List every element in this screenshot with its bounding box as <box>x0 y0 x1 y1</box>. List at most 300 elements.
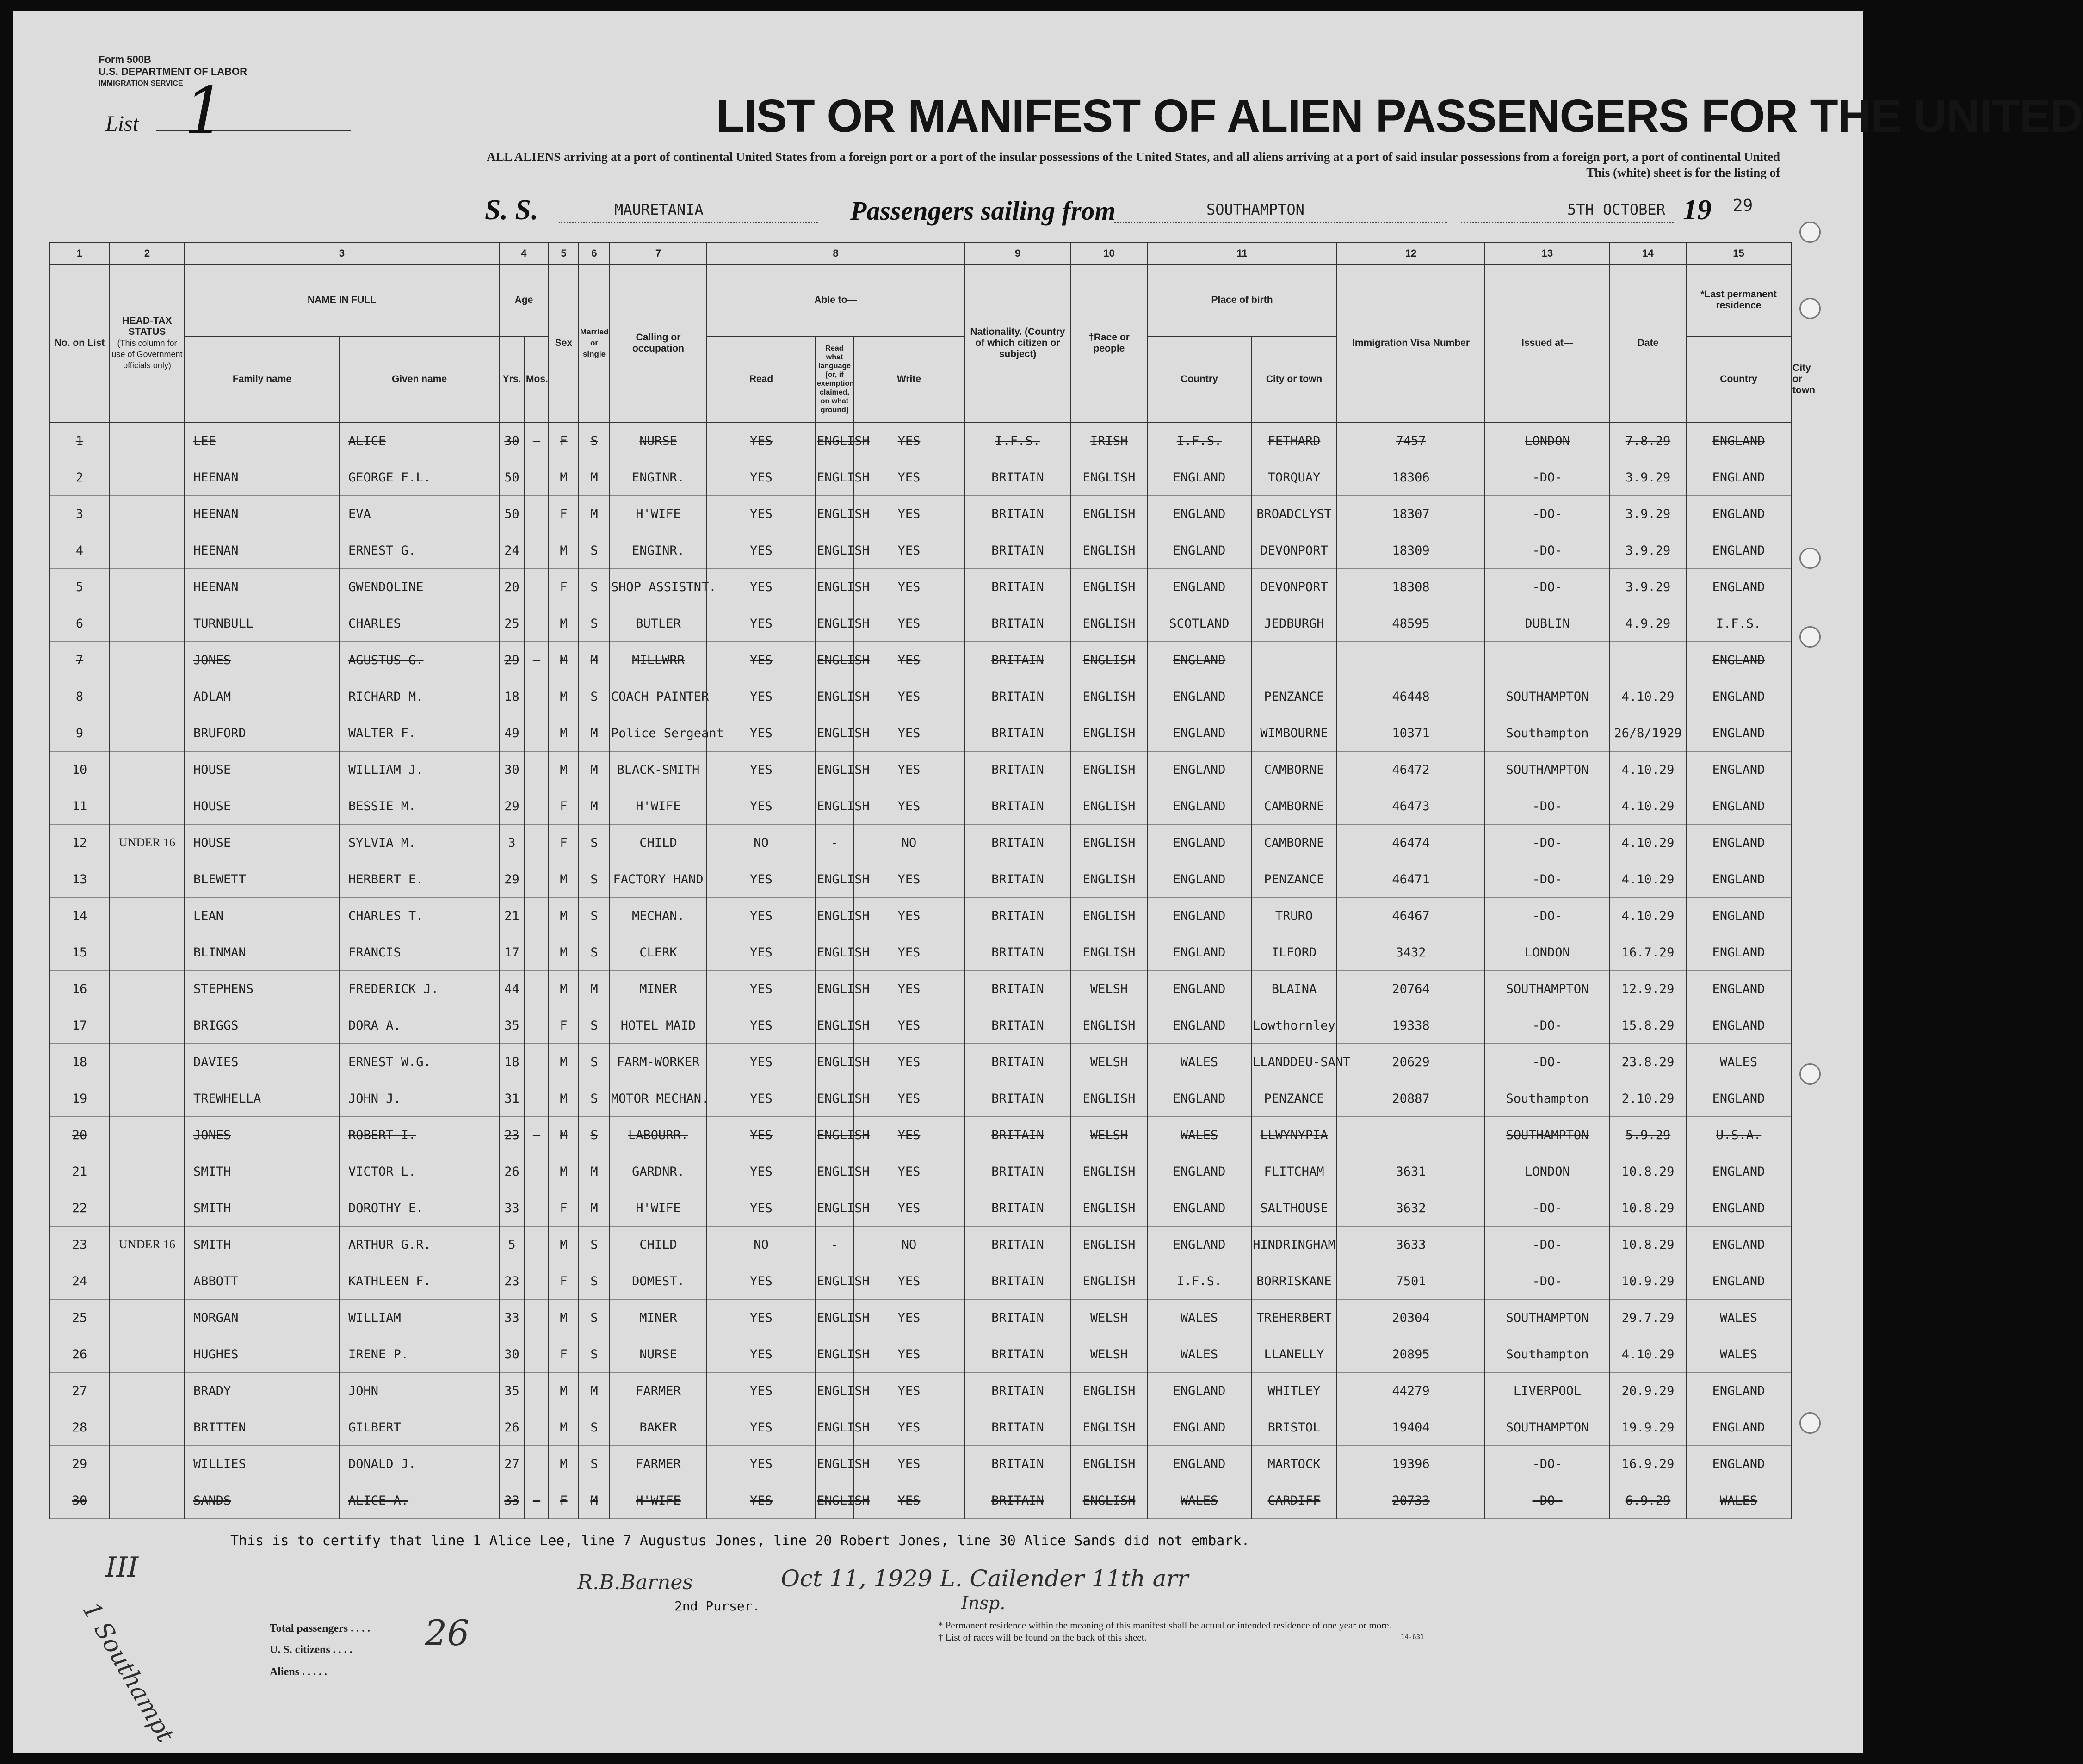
cell-sex: F <box>549 788 579 825</box>
cell-write: YES <box>853 496 964 532</box>
cell-read: YES <box>707 1409 816 1446</box>
cell-birth-country: ENGLAND <box>1147 825 1251 861</box>
cell-given-name: BESSIE M. <box>340 788 499 825</box>
binder-hole <box>1799 222 1821 243</box>
cell-occupation: H'WIFE <box>610 788 707 825</box>
cell-family-name: HOUSE <box>185 825 340 861</box>
cell-race: ENGLISH <box>1071 861 1147 898</box>
cell-head-tax <box>110 532 185 569</box>
cell-no: 22 <box>49 1190 110 1227</box>
cell-race: ENGLISH <box>1071 898 1147 934</box>
cell-marital: S <box>579 1263 610 1300</box>
cell-occupation: MECHAN. <box>610 898 707 934</box>
cell-no: 7 <box>49 642 110 678</box>
table-row <box>49 1153 1791 1190</box>
cell-age-mos <box>525 569 549 605</box>
cell-family-name: HEENAN <box>185 496 340 532</box>
cell-age-yrs: 35 <box>499 1373 525 1409</box>
cell-issued-at: -DO- <box>1485 1446 1610 1482</box>
cell-res-country: ENGLAND <box>1686 1227 1791 1263</box>
header-row-1 <box>49 264 1791 336</box>
cell-marital: M <box>579 459 610 496</box>
cell-read: YES <box>707 861 816 898</box>
aliens-label: Aliens . . . . . <box>270 1666 328 1678</box>
cell-visa-number: 18306 <box>1337 459 1485 496</box>
cell-res-country: ENGLAND <box>1686 898 1791 934</box>
cell-visa-number: 46472 <box>1337 752 1485 788</box>
cell-sex: M <box>549 532 579 569</box>
cell-given-name: DORA A. <box>340 1007 499 1044</box>
cell-family-name: STEPHENS <box>185 971 340 1007</box>
cell-age-yrs: 17 <box>499 934 525 971</box>
cell-marital: S <box>579 532 610 569</box>
cell-read-language: ENGLISH <box>816 1409 853 1446</box>
table-row <box>49 1044 1791 1080</box>
cell-sex: F <box>549 496 579 532</box>
cell-age-yrs: 20 <box>499 569 525 605</box>
cell-occupation: BAKER <box>610 1409 707 1446</box>
colnum: 15 <box>1686 243 1791 264</box>
cell-res-country: ENGLAND <box>1686 1409 1791 1446</box>
cell-birth-country: ENGLAND <box>1147 934 1251 971</box>
cell-age-yrs: 33 <box>499 1300 525 1336</box>
table-row <box>49 1007 1791 1044</box>
cell-birth-country: ENGLAND <box>1147 788 1251 825</box>
cell-visa-date: 4.10.29 <box>1610 898 1686 934</box>
year-prefix: 19 <box>1683 194 1712 226</box>
cell-age-yrs: 30 <box>499 422 525 459</box>
cell-nationality: I.F.S. <box>964 422 1071 459</box>
cell-read-language: ENGLISH <box>816 1117 853 1153</box>
table-row <box>49 422 1791 459</box>
cell-race: ENGLISH <box>1071 934 1147 971</box>
cell-no: 27 <box>49 1373 110 1409</box>
table-row <box>49 1300 1791 1336</box>
cell-marital: M <box>579 642 610 678</box>
cell-visa-number: 20733 <box>1337 1482 1485 1519</box>
cell-no: 14 <box>49 898 110 934</box>
column-number-row <box>49 243 1791 264</box>
cell-nationality: BRITAIN <box>964 1409 1071 1446</box>
colnum: 14 <box>1610 243 1686 264</box>
cell-race: ENGLISH <box>1071 1409 1147 1446</box>
cell-no: 16 <box>49 971 110 1007</box>
cell-read: YES <box>707 605 816 642</box>
cell-head-tax <box>110 1117 185 1153</box>
colnum: 6 <box>579 243 610 264</box>
cell-family-name: TURNBULL <box>185 605 340 642</box>
cell-marital: M <box>579 752 610 788</box>
cell-visa-number: 19404 <box>1337 1409 1485 1446</box>
cell-read: YES <box>707 642 816 678</box>
header-place-of-birth: Place of birth <box>1147 264 1337 336</box>
cell-birth-city: PENZANCE <box>1251 861 1337 898</box>
cell-write: YES <box>853 1044 964 1080</box>
cell-given-name: ARTHUR G.R. <box>340 1227 499 1263</box>
cell-issued-at: DUBLIN <box>1485 605 1610 642</box>
cell-occupation: H'WIFE <box>610 496 707 532</box>
header-write: Write <box>853 336 964 422</box>
header-race: †Race or people <box>1071 264 1147 422</box>
cell-marital: S <box>579 934 610 971</box>
cell-given-name: ALICE A. <box>340 1482 499 1519</box>
cell-read-language: ENGLISH <box>816 971 853 1007</box>
cell-sex: F <box>549 1336 579 1373</box>
cell-birth-city: PENZANCE <box>1251 1080 1337 1117</box>
table-row <box>49 971 1791 1007</box>
cell-given-name: AGUSTUS G. <box>340 642 499 678</box>
cell-read-language: ENGLISH <box>816 1263 853 1300</box>
cell-visa-date: 2.10.29 <box>1610 1080 1686 1117</box>
cell-family-name: ADLAM <box>185 678 340 715</box>
colnum: 8 <box>707 243 964 264</box>
cell-family-name: DAVIES <box>185 1044 340 1080</box>
footnote-code: 14-631 <box>1401 1634 1424 1641</box>
cell-age-yrs: 23 <box>499 1263 525 1300</box>
cell-age-yrs: 33 <box>499 1482 525 1519</box>
cell-sex: M <box>549 605 579 642</box>
cell-occupation: GARDNR. <box>610 1153 707 1190</box>
cell-write: YES <box>853 898 964 934</box>
cell-issued-at: -DO- <box>1485 532 1610 569</box>
table-row <box>49 1117 1791 1153</box>
cell-head-tax <box>110 1007 185 1044</box>
cell-visa-date: 20.9.29 <box>1610 1373 1686 1409</box>
cell-res-country: ENGLAND <box>1686 861 1791 898</box>
cell-res-country: ENGLAND <box>1686 532 1791 569</box>
table-row <box>49 788 1791 825</box>
cell-issued-at: SOUTHAMPTON <box>1485 752 1610 788</box>
header-name-in-full: NAME IN FULL <box>185 264 499 336</box>
cell-issued-at: LIVERPOOL <box>1485 1373 1610 1409</box>
cell-race: ENGLISH <box>1071 1227 1147 1263</box>
cell-write: YES <box>853 715 964 752</box>
cell-given-name: EVA <box>340 496 499 532</box>
cell-birth-country: ENGLAND <box>1147 1446 1251 1482</box>
cell-write: YES <box>853 532 964 569</box>
cell-age-mos <box>525 1227 549 1263</box>
cell-given-name: KATHLEEN F. <box>340 1263 499 1300</box>
cell-birth-city: TORQUAY <box>1251 459 1337 496</box>
cell-age-mos <box>525 1153 549 1190</box>
cell-race: ENGLISH <box>1071 825 1147 861</box>
cell-read-language: ENGLISH <box>816 934 853 971</box>
header-married-single: Married or single <box>579 264 610 422</box>
cell-sex: M <box>549 971 579 1007</box>
cell-no: 13 <box>49 861 110 898</box>
cell-age-yrs: 21 <box>499 898 525 934</box>
cell-given-name: RICHARD M. <box>340 678 499 715</box>
cell-race: ENGLISH <box>1071 1153 1147 1190</box>
cell-head-tax <box>110 1409 185 1446</box>
cell-res-country: ENGLAND <box>1686 1153 1791 1190</box>
cell-head-tax <box>110 1336 185 1373</box>
cell-age-mos <box>525 1007 549 1044</box>
cell-age-mos <box>525 861 549 898</box>
cell-occupation: Police Sergeant <box>610 715 707 752</box>
table-row <box>49 1373 1791 1409</box>
binder-hole <box>1799 1063 1821 1085</box>
cell-issued-at: Southampton <box>1485 1080 1610 1117</box>
table-row <box>49 569 1791 605</box>
cell-occupation: CHILD <box>610 1227 707 1263</box>
cell-issued-at: Southampton <box>1485 715 1610 752</box>
cell-no: 25 <box>49 1300 110 1336</box>
cell-sex: F <box>549 569 579 605</box>
cell-write: YES <box>853 1409 964 1446</box>
cell-issued-at: -DO- <box>1485 1263 1610 1300</box>
table-row <box>49 825 1791 861</box>
cell-read: YES <box>707 422 816 459</box>
cell-head-tax <box>110 1190 185 1227</box>
cell-age-mos: - <box>525 642 549 678</box>
cell-visa-number: 46474 <box>1337 825 1485 861</box>
cell-age-mos <box>525 825 549 861</box>
header-birth-city: City or town <box>1251 336 1337 422</box>
cell-sex: M <box>549 752 579 788</box>
cell-read-language: ENGLISH <box>816 1007 853 1044</box>
cell-visa-number: 3432 <box>1337 934 1485 971</box>
cell-family-name: HEENAN <box>185 459 340 496</box>
cell-issued-at: SOUTHAMPTON <box>1485 1300 1610 1336</box>
table-row <box>49 752 1791 788</box>
cell-given-name: FREDERICK J. <box>340 971 499 1007</box>
cell-read-language: ENGLISH <box>816 422 853 459</box>
cell-read: YES <box>707 788 816 825</box>
cell-occupation: H'WIFE <box>610 1190 707 1227</box>
cell-given-name: ERNEST W.G. <box>340 1044 499 1080</box>
cell-nationality: BRITAIN <box>964 715 1071 752</box>
cell-write: YES <box>853 642 964 678</box>
cell-age-mos <box>525 1080 549 1117</box>
cell-read-language: ENGLISH <box>816 1446 853 1482</box>
cell-age-yrs: 50 <box>499 459 525 496</box>
cell-write: YES <box>853 678 964 715</box>
cell-nationality: BRITAIN <box>964 642 1071 678</box>
cell-age-yrs: 29 <box>499 642 525 678</box>
cell-occupation: ENGINR. <box>610 459 707 496</box>
cell-family-name: MORGAN <box>185 1300 340 1336</box>
cell-age-mos <box>525 898 549 934</box>
cell-visa-date: 4.10.29 <box>1610 678 1686 715</box>
cell-res-country: ENGLAND <box>1686 971 1791 1007</box>
cell-given-name: GEORGE F.L. <box>340 459 499 496</box>
cell-head-tax: UNDER 16 <box>110 1227 185 1263</box>
cell-head-tax <box>110 752 185 788</box>
cell-given-name: FRANCIS <box>340 934 499 971</box>
cell-read: YES <box>707 459 816 496</box>
cell-given-name: ROBERT I. <box>340 1117 499 1153</box>
cell-read-language: ENGLISH <box>816 788 853 825</box>
us-citizens-label: U. S. citizens . . . . <box>270 1644 352 1656</box>
cell-marital: M <box>579 971 610 1007</box>
department-name: U.S. DEPARTMENT OF LABOR <box>99 66 247 77</box>
cell-age-yrs: 29 <box>499 788 525 825</box>
header-read: Read <box>707 336 816 422</box>
cell-issued-at: SOUTHAMPTON <box>1485 1117 1610 1153</box>
cell-nationality: BRITAIN <box>964 678 1071 715</box>
cell-visa-date: 7.8.29 <box>1610 422 1686 459</box>
cell-nationality: BRITAIN <box>964 1300 1071 1336</box>
cell-given-name: ERNEST G. <box>340 532 499 569</box>
cell-birth-country: ENGLAND <box>1147 1227 1251 1263</box>
cell-visa-date: 4.10.29 <box>1610 752 1686 788</box>
cell-write: YES <box>853 422 964 459</box>
cell-visa-date: 3.9.29 <box>1610 496 1686 532</box>
cell-nationality: BRITAIN <box>964 1373 1071 1409</box>
cell-issued-at: -DO- <box>1485 1044 1610 1080</box>
cell-res-country: WALES <box>1686 1336 1791 1373</box>
cell-nationality: BRITAIN <box>964 788 1071 825</box>
cell-sex: M <box>549 1117 579 1153</box>
header-nationality: Nationality. (Country of which citizen or subject) <box>964 264 1071 422</box>
cell-head-tax <box>110 788 185 825</box>
cell-age-mos <box>525 1263 549 1300</box>
cell-res-country: ENGLAND <box>1686 496 1791 532</box>
cell-given-name: WALTER F. <box>340 715 499 752</box>
cell-birth-country: ENGLAND <box>1147 971 1251 1007</box>
cell-head-tax <box>110 1373 185 1409</box>
cell-age-yrs: 26 <box>499 1153 525 1190</box>
cell-birth-city: BRISTOL <box>1251 1409 1337 1446</box>
cell-occupation: FACTORY HAND <box>610 861 707 898</box>
cell-visa-number: 7457 <box>1337 422 1485 459</box>
cell-visa-number: 46473 <box>1337 788 1485 825</box>
cell-head-tax: UNDER 16 <box>110 825 185 861</box>
cell-visa-number: 19338 <box>1337 1007 1485 1044</box>
cell-marital: M <box>579 1190 610 1227</box>
cell-head-tax <box>110 1044 185 1080</box>
binder-hole <box>1799 548 1821 569</box>
cell-family-name: TREWHELLA <box>185 1080 340 1117</box>
cell-visa-date: 6.9.29 <box>1610 1482 1686 1519</box>
cell-birth-city: TRURO <box>1251 898 1337 934</box>
cell-no: 2 <box>49 459 110 496</box>
cell-age-mos: - <box>525 422 549 459</box>
sailing-label: Passengers sailing from <box>850 196 1116 226</box>
cell-age-mos <box>525 1044 549 1080</box>
cell-birth-city: CARDIFF <box>1251 1482 1337 1519</box>
cell-head-tax <box>110 1153 185 1190</box>
table-row <box>49 642 1791 678</box>
cell-family-name: ABBOTT <box>185 1263 340 1300</box>
header-no-on-list: No. on List <box>49 264 110 422</box>
cell-given-name: WILLIAM <box>340 1300 499 1336</box>
cell-nationality: BRITAIN <box>964 934 1071 971</box>
cell-birth-city: LLANDDEU-SANT <box>1251 1044 1337 1080</box>
cell-sex: M <box>549 1227 579 1263</box>
cell-given-name: DONALD J. <box>340 1446 499 1482</box>
cell-sex: F <box>549 825 579 861</box>
cell-visa-number: 18308 <box>1337 569 1485 605</box>
cell-visa-date: 10.8.29 <box>1610 1227 1686 1263</box>
cell-given-name: HERBERT E. <box>340 861 499 898</box>
cell-occupation: FARMER <box>610 1373 707 1409</box>
cell-age-yrs: 26 <box>499 1409 525 1446</box>
cell-race: ENGLISH <box>1071 1007 1147 1044</box>
cell-visa-date: 10.9.29 <box>1610 1263 1686 1300</box>
cell-birth-country: ENGLAND <box>1147 715 1251 752</box>
cell-head-tax <box>110 934 185 971</box>
cell-birth-country: ENGLAND <box>1147 532 1251 569</box>
cell-sex: M <box>549 1446 579 1482</box>
cell-birth-city: PENZANCE <box>1251 678 1337 715</box>
inspector-note: Oct 11, 1929 L. Cailender 11th arr <box>781 1565 1189 1592</box>
cell-marital: S <box>579 861 610 898</box>
header-family-name: Family name <box>185 336 340 422</box>
cell-issued-at: -DO- <box>1485 861 1610 898</box>
cell-race: ENGLISH <box>1071 1080 1147 1117</box>
cell-marital: S <box>579 569 610 605</box>
cell-nationality: BRITAIN <box>964 752 1071 788</box>
cell-family-name: HEENAN <box>185 532 340 569</box>
sailing-date: 5TH OCTOBER <box>1567 201 1665 218</box>
cell-visa-date: 4.10.29 <box>1610 1336 1686 1373</box>
cell-given-name: CHARLES <box>340 605 499 642</box>
cell-res-country: ENGLAND <box>1686 569 1791 605</box>
cell-read: YES <box>707 1080 816 1117</box>
cell-res-country: ENGLAND <box>1686 715 1791 752</box>
table-row <box>49 1227 1791 1263</box>
cell-marital: S <box>579 825 610 861</box>
cell-age-mos <box>525 1373 549 1409</box>
cell-birth-country: ENGLAND <box>1147 898 1251 934</box>
cell-family-name: LEE <box>185 422 340 459</box>
table-row <box>49 532 1791 569</box>
cell-race: WELSH <box>1071 1300 1147 1336</box>
cell-birth-country: ENGLAND <box>1147 642 1251 678</box>
cell-read: YES <box>707 496 816 532</box>
cell-birth-city: FLITCHAM <box>1251 1153 1337 1190</box>
cell-age-mos <box>525 715 549 752</box>
cell-res-country: ENGLAND <box>1686 422 1791 459</box>
cell-occupation: ENGINR. <box>610 532 707 569</box>
cell-age-yrs: 3 <box>499 825 525 861</box>
cell-family-name: SANDS <box>185 1482 340 1519</box>
cell-write: YES <box>853 1190 964 1227</box>
cell-birth-country: WALES <box>1147 1336 1251 1373</box>
cell-birth-city: CAMBORNE <box>1251 752 1337 788</box>
cell-occupation: DOMEST. <box>610 1263 707 1300</box>
cell-visa-date: 3.9.29 <box>1610 459 1686 496</box>
cell-visa-number: 20895 <box>1337 1336 1485 1373</box>
cell-nationality: BRITAIN <box>964 459 1071 496</box>
cell-no: 18 <box>49 1044 110 1080</box>
cell-marital: S <box>579 1080 610 1117</box>
port-line <box>1114 222 1447 223</box>
cell-family-name: SMITH <box>185 1190 340 1227</box>
cell-age-mos: - <box>525 1117 549 1153</box>
cell-issued-at: SOUTHAMPTON <box>1485 1409 1610 1446</box>
cell-issued-at: LONDON <box>1485 1153 1610 1190</box>
table-row <box>49 1409 1791 1446</box>
cell-read: YES <box>707 752 816 788</box>
cell-age-mos <box>525 1446 549 1482</box>
cell-res-country: ENGLAND <box>1686 752 1791 788</box>
cell-nationality: BRITAIN <box>964 825 1071 861</box>
table-row <box>49 1446 1791 1482</box>
cell-given-name: JOHN J. <box>340 1080 499 1117</box>
cell-birth-country: I.F.S. <box>1147 1263 1251 1300</box>
cell-write: NO <box>853 1227 964 1263</box>
cell-read-language: ENGLISH <box>816 569 853 605</box>
cell-marital: M <box>579 1153 610 1190</box>
cell-age-yrs: 18 <box>499 678 525 715</box>
cell-occupation: FARM-WORKER <box>610 1044 707 1080</box>
cell-res-country: ENGLAND <box>1686 1373 1791 1409</box>
cell-visa-number: 20304 <box>1337 1300 1485 1336</box>
cell-age-yrs: 44 <box>499 971 525 1007</box>
